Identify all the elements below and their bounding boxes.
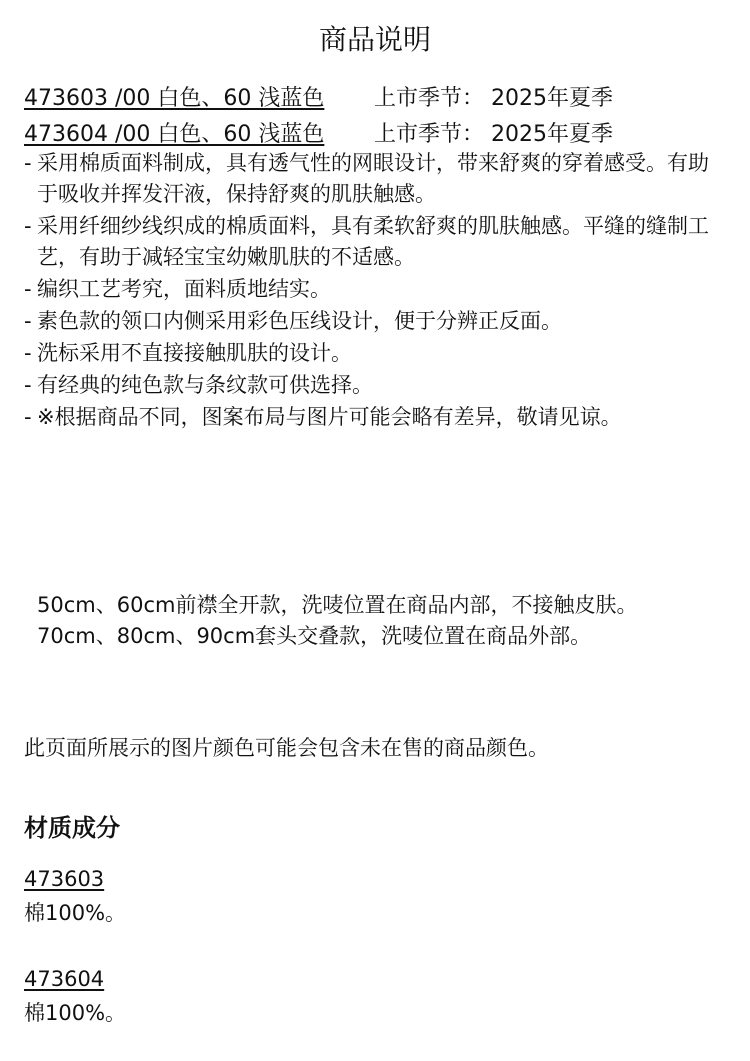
material-product-code[interactable]: 473603 [24,867,105,891]
feature-text: 编织工艺考究，面料质地结实。 [37,277,331,301]
bullet-marker: - [24,151,32,175]
bullet-marker: - [24,214,32,238]
feature-text: 素色款的领口内侧采用彩色压线设计，便于分辨正反面。 [37,309,562,333]
feature-item [24,211,729,273]
feature-item [24,402,729,433]
size-note: 50cm、60cm前襟全开款，洗唛位置在商品内部，不接触皮肤。 [37,593,638,617]
feature-item [24,338,729,369]
bullet-marker: - [24,405,32,429]
feature-item [24,148,729,210]
feature-item [24,370,729,401]
product-info-row [24,119,613,151]
feature-text: 采用棉质面料制成，具有透气性的网眼设计，带来舒爽的穿着感受。有助于吸收并挥发汗液，保持舒爽的肌肤触感。 [37,151,709,206]
bullet-marker: - [24,373,32,397]
release-season: 上市季节： 2025年夏季 [374,122,613,147]
material-product-code[interactable]: 473604 [24,967,105,991]
feature-text: 有经典的纯色款与条纹款可供选择。 [37,373,373,397]
feature-text: ※根据商品不同，图案布局与图片可能会略有差异，敬请见谅。 [37,405,622,429]
product-info-row [24,83,613,115]
size-note: 70cm、80cm、90cm套头交叠款，洗唛位置在商品外部。 [37,624,592,648]
size-label-notes [37,590,727,652]
product-code-colors[interactable]: 473604 /00 白色、60 浅蓝色 [24,122,325,147]
feature-text: 洗标采用不直接接触肌肤的设计。 [37,341,352,365]
bullet-marker: - [24,277,32,301]
page-title: 商品说明 [318,23,431,56]
feature-list [24,148,729,434]
materials-heading: 材质成分 [24,814,120,842]
bullet-marker: - [24,309,32,333]
release-season: 上市季节： 2025年夏季 [374,86,613,111]
product-code-colors[interactable]: 473603 /00 白色、60 浅蓝色 [24,86,325,111]
material-composition: 棉100%。 [24,901,127,925]
feature-item [24,274,729,305]
feature-item [24,306,729,337]
bullet-marker: - [24,341,32,365]
feature-text: 采用纤细纱线织成的棉质面料，具有柔软舒爽的肌肤触感。平缝的缝制工艺，有助于减轻宝宝幼嫩肌肤的不适感。 [37,214,709,269]
material-composition: 棉100%。 [24,1001,127,1025]
color-disclaimer: 此页面所展示的图片颜色可能会包含未在售的商品颜色。 [24,736,549,760]
